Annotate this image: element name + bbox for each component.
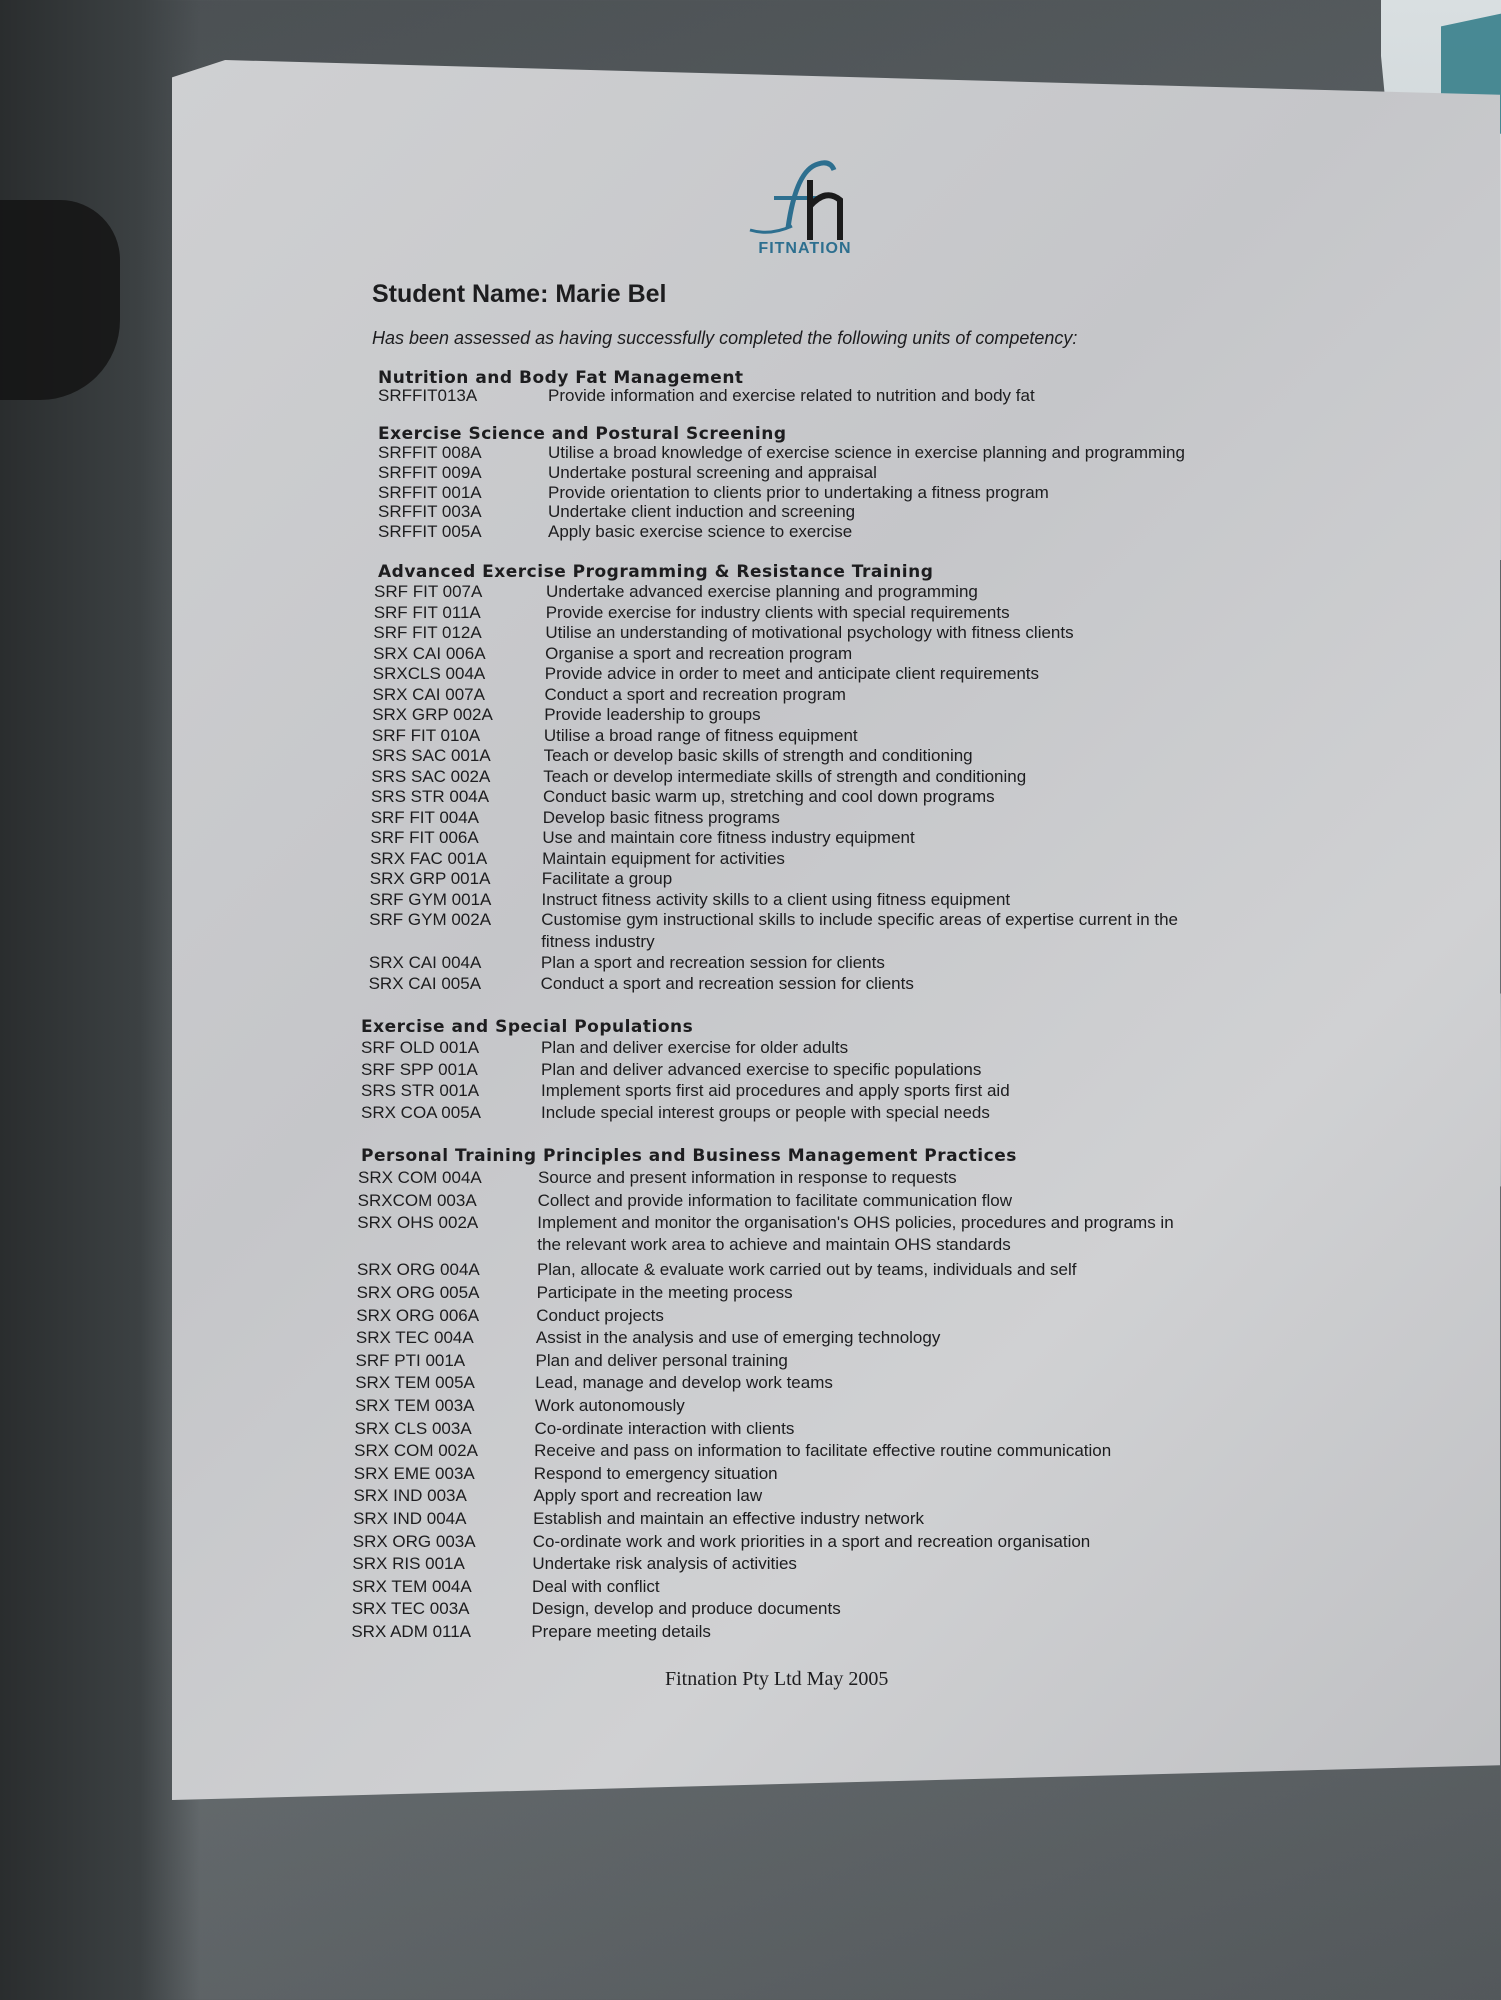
unit-code: SRX CAI 005A [368, 973, 482, 993]
unit-description: Maintain equipment for activities [542, 848, 785, 868]
unit-code: SRF GYM 002A [369, 910, 492, 929]
unit-description: Utilise a broad knowledge of exercise science in exercise planning and programming [548, 443, 1185, 462]
unit-code: SRX ORG 003A [352, 1531, 476, 1551]
unit-description: Plan and deliver exercise for older adults [541, 1038, 849, 1057]
section-title: Nutrition and Body Fat Management [378, 368, 744, 388]
unit-code: SRX ADM 011A [351, 1622, 472, 1641]
unit-code: SRX EME 003A [353, 1463, 475, 1483]
unit-code: SRX ORG 006A [356, 1305, 480, 1325]
unit-code: SRX IND 003A [353, 1486, 467, 1506]
unit-code: SRX IND 004A [353, 1509, 467, 1528]
unit-description: Instruct fitness activity skills to a client using fitness equipment [541, 889, 1011, 909]
unit-description: Conduct a sport and recreation program [544, 684, 846, 704]
unit-description: Use and maintain core fitness industry equipment [542, 828, 915, 847]
unit-description: Implement sports first aid procedures and apply sports first aid [541, 1081, 1010, 1100]
unit-code: SRF FIT 011A [373, 602, 481, 622]
unit-code: SRX ORG 005A [356, 1283, 480, 1302]
unit-description-continued: the relevant work area to achieve and maintain OHS standards [537, 1235, 1011, 1255]
unit-description: Teach or develop basic skills of strength and conditioning [543, 746, 973, 765]
unit-description: Prepare meeting details [531, 1622, 711, 1641]
unit-code: SRF FIT 006A [370, 828, 479, 847]
unit-description: Provide exercise for industry clients with special requirements [545, 602, 1010, 622]
unit-code: SRX COA 005A [361, 1102, 482, 1122]
unit-description: Provide information and exercise related to nutrition and body fat [548, 386, 1035, 405]
unit-code: SRFFIT 001A [378, 482, 482, 502]
unit-code: SRXCLS 004A [372, 664, 486, 683]
unit-code: SRX OHS 002A [357, 1213, 479, 1233]
unit-description: Lead, manage and develop work teams [535, 1373, 833, 1393]
unit-description: Plan a sport and recreation session for clients [540, 953, 885, 972]
unit-code: SRX COM 002A [354, 1441, 478, 1461]
unit-code: SRX RIS 001A [352, 1554, 465, 1574]
unit-code: SRF FIT 007A [374, 582, 483, 601]
unit-description: Deal with conflict [532, 1576, 660, 1596]
unit-code: SRX TEM 003A [354, 1396, 475, 1415]
unit-code: SRX TEM 005A [355, 1373, 475, 1393]
unit-description: Work autonomously [534, 1396, 685, 1415]
unit-description: Implement and monitor the organisation's OHS policies, procedures and programs in [537, 1213, 1174, 1233]
unit-description: Undertake postural screening and appraisal [548, 462, 877, 482]
fitnation-logo-word: FITNATION [758, 240, 852, 257]
unit-description: Plan and deliver advanced exercise to specific populations [541, 1059, 982, 1079]
unit-code: SRX FAC 001A [370, 848, 488, 868]
unit-code: SRX COM 004A [358, 1168, 482, 1187]
unit-description: Apply sport and recreation law [533, 1486, 763, 1506]
unit-description: Assist in the analysis and use of emerging technology [535, 1328, 941, 1348]
unit-description: Utilise an understanding of motivational psychology with fitness clients [545, 623, 1074, 642]
unit-description: Facilitate a group [541, 869, 673, 888]
unit-description: Plan and deliver personal training [535, 1350, 788, 1370]
unit-description: Provide orientation to clients prior to undertaking a fitness program [548, 482, 1049, 502]
unit-description: Utilise a broad range of fitness equipment [543, 725, 858, 745]
unit-description: Apply basic exercise science to exercise [548, 522, 853, 542]
unit-description: Provide advice in order to meet and anticipate client requirements [544, 664, 1040, 683]
section-title: Exercise Science and Postural Screening [378, 424, 787, 444]
unit-description: Co-ordinate interaction with clients [534, 1418, 795, 1438]
student-name-title: Student Name: Marie Bel [372, 280, 667, 308]
unit-code: SRX CAI 006A [373, 643, 486, 663]
unit-description: Teach or develop intermediate skills of strength and conditioning [543, 766, 1027, 786]
unit-code: SRS STR 001A [361, 1081, 480, 1100]
section-title: Advanced Exercise Programming & Resistance Training [378, 562, 934, 582]
unit-description: Conduct basic warm up, stretching and cool down programs [543, 787, 995, 806]
unit-code: SRS STR 004A [371, 787, 490, 806]
unit-code: SRFFIT 009A [378, 462, 482, 482]
unit-code: SRS SAC 001A [371, 746, 491, 765]
unit-description-continued: fitness industry [541, 932, 655, 951]
unit-code: SRX GRP 001A [369, 869, 491, 888]
unit-code: SRX GRP 002A [372, 705, 493, 724]
unit-code: SRF FIT 012A [373, 623, 482, 642]
unit-code: SRFFIT 005A [378, 522, 482, 542]
unit-description: Customise gym instructional skills to include specific areas of expertise current in the [541, 910, 1179, 929]
unit-description: Collect and provide information to facilitate communication flow [537, 1190, 1012, 1210]
unit-description: Undertake risk analysis of activities [532, 1554, 797, 1574]
unit-description: Conduct projects [536, 1305, 664, 1325]
unit-description: Participate in the meeting process [536, 1283, 793, 1302]
unit-code: SRX TEC 004A [355, 1328, 474, 1348]
section-title: Exercise and Special Populations [361, 1017, 694, 1037]
unit-code: SRFFIT013A [378, 386, 478, 405]
unit-code: SRF SPP 001A [361, 1059, 478, 1079]
unit-code: SRX CAI 007A [372, 684, 485, 704]
unit-code: SRS SAC 002A [371, 766, 491, 786]
unit-code: SRX TEC 003A [351, 1599, 470, 1619]
unit-code: SRX TEM 004A [352, 1576, 472, 1596]
section-title: Personal Training Principles and Business Management Practices [361, 1146, 1017, 1166]
unit-code: SRFFIT 003A [378, 502, 482, 522]
unit-description: Receive and pass on information to facilitate effective routine communication [534, 1441, 1112, 1461]
unit-description: Provide leadership to groups [544, 705, 761, 724]
unit-code: SRF FIT 004A [370, 807, 480, 827]
unit-description: Conduct a sport and recreation session for clients [540, 973, 914, 993]
unit-description: Develop basic fitness programs [542, 807, 780, 827]
unit-description: Include special interest groups or people with special needs [541, 1102, 990, 1122]
unit-description: Undertake client induction and screening [548, 502, 856, 522]
unit-description: Organise a sport and recreation program [545, 643, 853, 663]
intro-text: Has been assessed as having successfully completed the following units of competency: [372, 328, 1078, 348]
unit-code: SRX ORG 004A [356, 1260, 480, 1280]
unit-description: Plan, allocate & evaluate work carried out by teams, individuals and self [536, 1260, 1077, 1280]
unit-description: Establish and maintain an effective industry network [533, 1509, 924, 1528]
unit-code: SRFFIT 008A [378, 443, 482, 462]
unit-code: SRXCOM 003A [357, 1190, 477, 1210]
unit-description: Undertake advanced exercise planning and programming [546, 582, 978, 601]
unit-description: Respond to emergency situation [533, 1463, 778, 1483]
unit-description: Source and present information in response to requests [538, 1168, 957, 1187]
unit-description: Design, develop and produce documents [531, 1599, 841, 1619]
unit-code: SRF PTI 001A [355, 1350, 466, 1370]
unit-code: SRF FIT 010A [371, 725, 481, 745]
footer-text: Fitnation Pty Ltd May 2005 [665, 1668, 889, 1690]
unit-code: SRF GYM 001A [369, 889, 492, 909]
unit-code: SRX CLS 003A [354, 1418, 472, 1438]
unit-code: SRF OLD 001A [361, 1038, 480, 1057]
unit-code: SRX CAI 004A [368, 953, 482, 972]
unit-description: Co-ordinate work and work priorities in a sport and recreation organisation [532, 1531, 1091, 1551]
